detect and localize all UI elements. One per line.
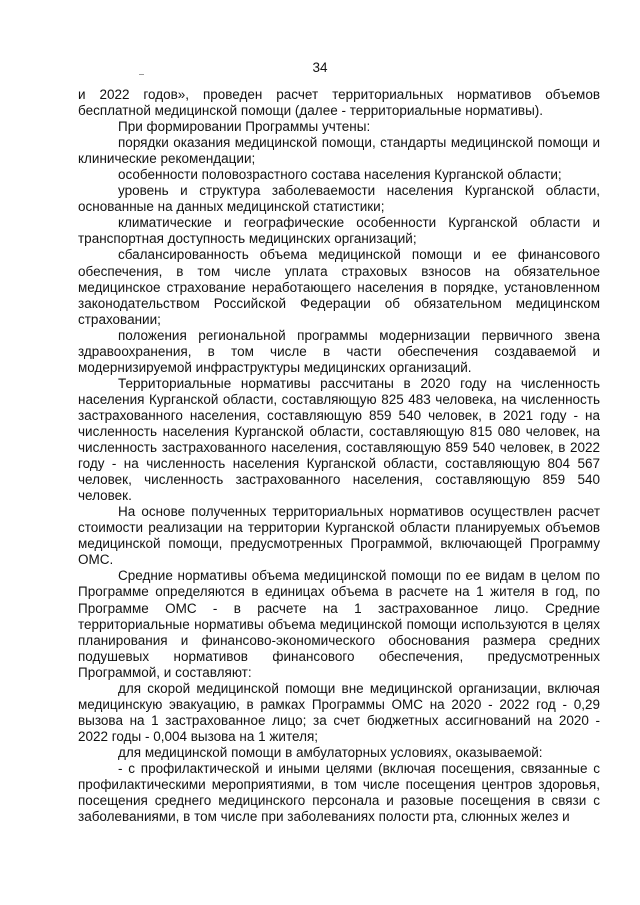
paragraph: для скорой медицинской помощи вне медицинской организации, включая медицинскую эвакуацию, в рамках Программы ОМС на 2020 - 2022 год - 0,29 вызова на 1 застрахованное лицо; за счет бюджетных ассигнований на 2020 - 2022 годы - 0,004 вызова на 1 жителя;: [78, 680, 600, 744]
paragraph: сбалансированность объема медицинской помощи и ее финансового обеспечения, в том числе уплата страховых взносов на обязательное медицинское страхование неработающего населения в порядке, установленном законодательством Российской Федерации об обязательном медицинском страховании;: [78, 247, 600, 327]
document-body: [78, 87, 600, 825]
paragraph: и 2022 годов», проведен расчет территориальных нормативов объемов бесплатной медицинской помощи (далее - территориальные нормативы).: [78, 87, 600, 119]
paragraph: климатические и географические особенности Курганской области и транспортная доступность медицинских организаций;: [78, 215, 600, 247]
page-number: 34: [312, 60, 328, 75]
paragraph: Территориальные нормативы рассчитаны в 2020 году на численность населения Курганской области, составляющую 825 483 человека, на численность застрахованного населения, составляющую 859 540 человек, в 2021 году - на численность населения Курганской области, составляющую 815 080 человек, на численность застрахованного населения, составляющую 859 540 человек, в 2022 году - на численность населения Курганской области, составляющую 804 567 человек, численность застрахованного населения, составляющую 859 540 человек.: [78, 375, 600, 504]
paragraph: положения региональной программы модернизации первичного звена здравоохранения, в том числе в части обеспечения создаваемой и модернизируемой инфраструктуры медицинских организаций.: [78, 327, 600, 375]
paragraph: На основе полученных территориальных нормативов осуществлен расчет стоимости реализации на территории Курганской области планируемых объемов медицинской помощи, предусмотренных Программой, включающей Программу ОМС.: [78, 504, 600, 568]
paragraph: особенности половозрастного состава населения Курганской области;: [118, 167, 562, 183]
paragraph: для медицинской помощи в амбулаторных условиях, оказываемой:: [118, 744, 543, 760]
paragraph: Средние нормативы объема медицинской помощи по ее видам в целом по Программе определяются в единицах объема в расчете на 1 жителя в год, по Программе ОМС - в расчете на 1 застрахованное лицо. Средние территориальные нормативы объема медицинской помощи используются в целях планирования и финансово-экономического обоснования размера средних подушевых нормативов финансового обеспечения, предусмотренных Программой, и составляют:: [78, 568, 600, 680]
paragraph: - с профилактической и иными целями (включая посещения, связанные с профилактическими мероприятиями, в том числе посещения центров здоровья, посещения среднего медицинского персонала и разовые посещения в связи с заболеваниями, в том числе при заболеваниях полости рта, слюнных желез и: [78, 760, 600, 825]
paragraph: порядки оказания медицинской помощи, стандарты медицинской помощи и клинические рекомендации;: [78, 135, 600, 167]
paragraph: При формировании Программы учтены:: [118, 119, 371, 135]
paragraph: уровень и структура заболеваемости населения Курганской области, основанные на данных медицинской статистики;: [78, 183, 600, 215]
